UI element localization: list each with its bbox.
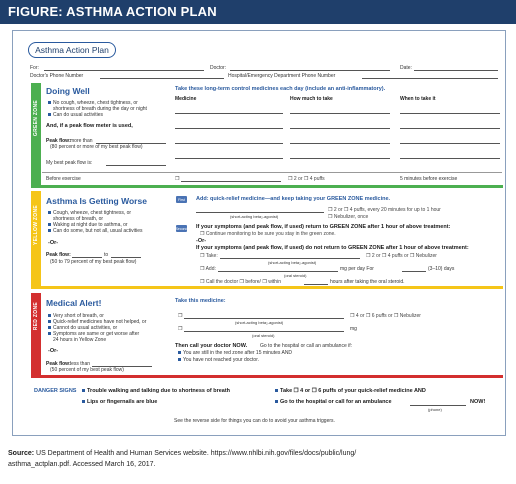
green-peak-intro: And, if a peak flow meter is used,	[46, 123, 133, 129]
danger-sign-1: Trouble walking and talking due to shortness of breath	[82, 388, 230, 394]
green-zone-bar	[31, 185, 503, 188]
danger-now: NOW!	[470, 399, 486, 405]
bullet-icon	[275, 400, 278, 403]
green-peak-value: more than	[70, 138, 93, 144]
red-symptom-1: Very short of breath, or	[48, 313, 104, 319]
yellow-nebulizer-option[interactable]: ❒ Nebulizer, once	[328, 214, 369, 220]
bullet-icon	[48, 211, 51, 214]
yellow-peak-label: Peak flow:	[46, 252, 71, 258]
yellow-symptom-1: Cough, wheeze, chest tightness, or	[48, 210, 131, 216]
short-acting-note: (short-acting beta₂-agonist)	[230, 214, 279, 219]
bullet-icon	[48, 314, 51, 317]
bullet-icon	[48, 326, 51, 329]
danger-action-2: Go to the hospital or call for an ambulance	[275, 399, 392, 405]
bullet-icon	[178, 351, 181, 354]
amount-row-4[interactable]	[290, 158, 390, 159]
yellow-zone-heading: Asthma Is Getting Worse	[46, 196, 147, 206]
best-peak-label: My best peak flow is:	[46, 160, 93, 166]
red-symptom-2: Quick-relief medicines have not helped, or	[48, 319, 146, 325]
green-zone-heading: Doing Well	[46, 86, 90, 96]
green-peak-label: Peak flow:	[46, 138, 71, 144]
best-peak-field[interactable]	[106, 165, 166, 166]
figure-header-title: FIGURE: ASTHMA ACTION PLAN	[8, 4, 217, 19]
red-oral-steroid-note: (oral steroid)	[252, 333, 275, 338]
green-symptom-1: No cough, wheeze, chest tightness, or	[48, 100, 138, 106]
yellow-peak-from[interactable]	[72, 257, 102, 258]
yellow-symptom-2: Waking at night due to asthma, or	[48, 222, 128, 228]
mg-per-day: mg per day For	[340, 266, 374, 272]
med-row-2[interactable]	[175, 128, 283, 129]
bullet-icon	[82, 400, 85, 403]
bullet-icon	[48, 101, 51, 104]
hours-field[interactable]	[304, 284, 328, 285]
for-label: For:	[30, 65, 39, 71]
source-citation	[8, 448, 512, 470]
yellow-or: -Or-	[48, 240, 59, 246]
yellow-symptom-3: Can do some, but not all, usual activities	[48, 228, 143, 234]
when-row-4[interactable]	[400, 158, 500, 159]
green-symptom-2: Can do usual activities	[48, 112, 103, 118]
source-text-2: asthma_actplan.pdf. Accessed March 16, 2017.	[8, 461, 156, 468]
bullet-icon	[48, 320, 51, 323]
red-med-field-1[interactable]	[184, 318, 344, 319]
second-step-tag: Second	[175, 226, 188, 231]
red-med-field-2[interactable]	[184, 331, 344, 332]
when-row-1[interactable]	[400, 113, 500, 114]
col-medicine: Medicine	[175, 96, 197, 102]
doctor-field[interactable]	[230, 70, 390, 71]
hospital-phone-label: Hospital/Emergency Department Phone Number	[228, 73, 336, 79]
bullet-icon	[82, 389, 85, 392]
take-field[interactable]	[220, 258, 360, 259]
first-step-tag: First	[176, 196, 187, 203]
add-option[interactable]: ❒ Add:	[200, 266, 216, 272]
yellow-if-not-return: If your symptoms (and peak flow, if used) do not return to GREEN ZONE after 1 hour of above treatment:	[196, 245, 469, 251]
exercise-timing: 5 minutes before exercise	[400, 176, 458, 182]
bullet-icon	[48, 229, 51, 232]
col-how-much: How much to take	[290, 96, 333, 102]
green-zone-label: GREEN ZONE	[33, 100, 39, 137]
yellow-peak-to-field[interactable]	[111, 257, 141, 258]
bullet-icon	[48, 223, 51, 226]
yellow-peak-note: (50 to 79 percent of my best peak flow)	[50, 259, 137, 265]
red-peak-note: (50 percent of my best peak flow)	[50, 367, 124, 373]
red-peak-value: less than	[70, 361, 91, 367]
add-field[interactable]	[218, 271, 338, 272]
yellow-puffs-options[interactable]: ❒ 2 or ❒ 4 puffs, every 20 minutes for up to 1 hour	[328, 207, 441, 213]
reverse-side-note: See the reverse side for things you can do to avoid your asthma triggers.	[174, 418, 335, 424]
quick-relief-field[interactable]	[196, 212, 324, 213]
bullet-icon	[275, 389, 278, 392]
red-checkbox-1[interactable]: ❒	[178, 313, 183, 319]
oral-steroid-note: (oral steroid)	[284, 273, 307, 278]
date-field[interactable]	[414, 70, 498, 71]
when-row-2[interactable]	[400, 128, 500, 129]
red-call-now: Then call your doctor NOW.	[175, 343, 248, 349]
red-checkbox-2[interactable]: ❒	[178, 326, 183, 332]
yellow-peak-to: to	[104, 252, 109, 258]
days-note: (3–10) days	[428, 266, 455, 272]
short-acting-note-2: (short-acting beta₂-agonist)	[268, 260, 317, 265]
green-symptom-1b: shortness of breath during the day or night	[53, 106, 147, 112]
before-exercise-label: Before exercise	[46, 176, 81, 182]
call-doctor-option[interactable]: ❒ Call the doctor ❒ before/ ❒ within	[200, 279, 281, 285]
red-or: -Or-	[48, 348, 59, 354]
yellow-add-quick: Add: quick-relief medicine—and keep taking your GREEN ZONE medicine.	[196, 196, 391, 202]
red-mg: mg	[350, 326, 357, 332]
danger-signs-title: DANGER SIGNS	[34, 388, 77, 394]
for-field[interactable]	[44, 70, 204, 71]
yellow-zone-label: YELLOW ZONE	[33, 205, 39, 245]
red-call-rest: Go to the hospital or call an ambulance if:	[260, 343, 352, 349]
yellow-or-2: -Or-	[196, 238, 207, 244]
yellow-zone-bar	[31, 286, 503, 289]
date-label: Date:	[400, 65, 412, 71]
days-field[interactable]	[402, 271, 426, 272]
amount-row-1[interactable]	[290, 113, 390, 114]
exercise-puffs[interactable]: ❒ 2 or ❒ 4 puffs	[288, 176, 325, 182]
ambulance-phone-field[interactable]	[410, 405, 466, 406]
doctor-phone-label: Doctor's Phone Number	[30, 73, 84, 79]
green-instruction: Take these long-term control medicines each day (include an anti-inflammatory).	[175, 86, 386, 92]
red-short-acting-note: (short-acting beta₂-agonist)	[235, 320, 284, 325]
bullet-icon	[48, 113, 51, 116]
amount-row-2[interactable]	[290, 128, 390, 129]
danger-action-1: Take ❒ 4 or ❒ 6 puffs of your quick-relief medicine AND	[275, 388, 426, 394]
red-symptom-4b: 24 hours in Yellow Zone	[53, 337, 107, 343]
med-row-3[interactable]	[175, 143, 283, 144]
red-zone-heading: Medical Alert!	[46, 298, 102, 308]
plan-title: Asthma Action Plan	[28, 42, 116, 58]
bullet-icon	[178, 358, 181, 361]
exercise-checkbox[interactable]: ❒	[175, 176, 180, 182]
source-text: US Department of Health and Human Services website. https://www.nhlbi.nih.gov/files/docs/public/lung/	[36, 450, 357, 457]
col-when: When to take it	[400, 96, 436, 102]
red-peak-label: Peak flow:	[46, 361, 71, 367]
when-row-3[interactable]	[400, 143, 500, 144]
red-condition-1: You are still in the red zone after 15 minutes AND	[178, 350, 292, 356]
continue-monitoring[interactable]: ❒ Continue monitoring to be sure you stay in the green zone.	[200, 231, 336, 237]
red-take-medicine: Take this medicine:	[175, 298, 226, 304]
red-symptom-3: Cannot do usual activities, or	[48, 325, 117, 331]
divider	[42, 172, 502, 173]
yellow-if-return: If your symptoms (and peak flow, if used) return to GREEN ZONE after 1 hour of above treatment:	[196, 224, 451, 230]
hours-after: hours after taking the oral steroid.	[330, 279, 405, 285]
red-zone-bar	[31, 375, 503, 378]
doctor-phone-field[interactable]	[100, 78, 224, 79]
green-peak-note: (80 percent or more of my best peak flow)	[50, 144, 143, 150]
amount-row-3[interactable]	[290, 143, 390, 144]
danger-sign-2: Lips or fingernails are blue	[82, 399, 157, 405]
take-puffs-options[interactable]: ❒ 2 or ❒ 4 puffs or ❒ Nebulizer	[366, 253, 437, 259]
take-option[interactable]: ❒ Take:	[200, 253, 218, 259]
exercise-medicine-field[interactable]	[181, 181, 281, 182]
med-row-1[interactable]	[175, 113, 283, 114]
phone-note: (phone)	[428, 407, 442, 412]
source-label: Source:	[8, 450, 35, 457]
bullet-icon	[48, 332, 51, 335]
red-zone-label: RED ZONE	[33, 302, 39, 331]
med-row-4[interactable]	[175, 158, 283, 159]
red-condition-2: You have not reached your doctor.	[178, 357, 259, 363]
red-symptom-4: Symptoms are same or get worse after	[48, 331, 139, 337]
doctor-label: Doctor:	[210, 65, 227, 71]
hospital-phone-field[interactable]	[362, 78, 498, 79]
red-puffs-options[interactable]: ❒ 4 or ❒ 6 puffs or ❒ Nebulizer	[350, 313, 421, 319]
yellow-symptom-1b: shortness of breath, or	[53, 216, 104, 222]
